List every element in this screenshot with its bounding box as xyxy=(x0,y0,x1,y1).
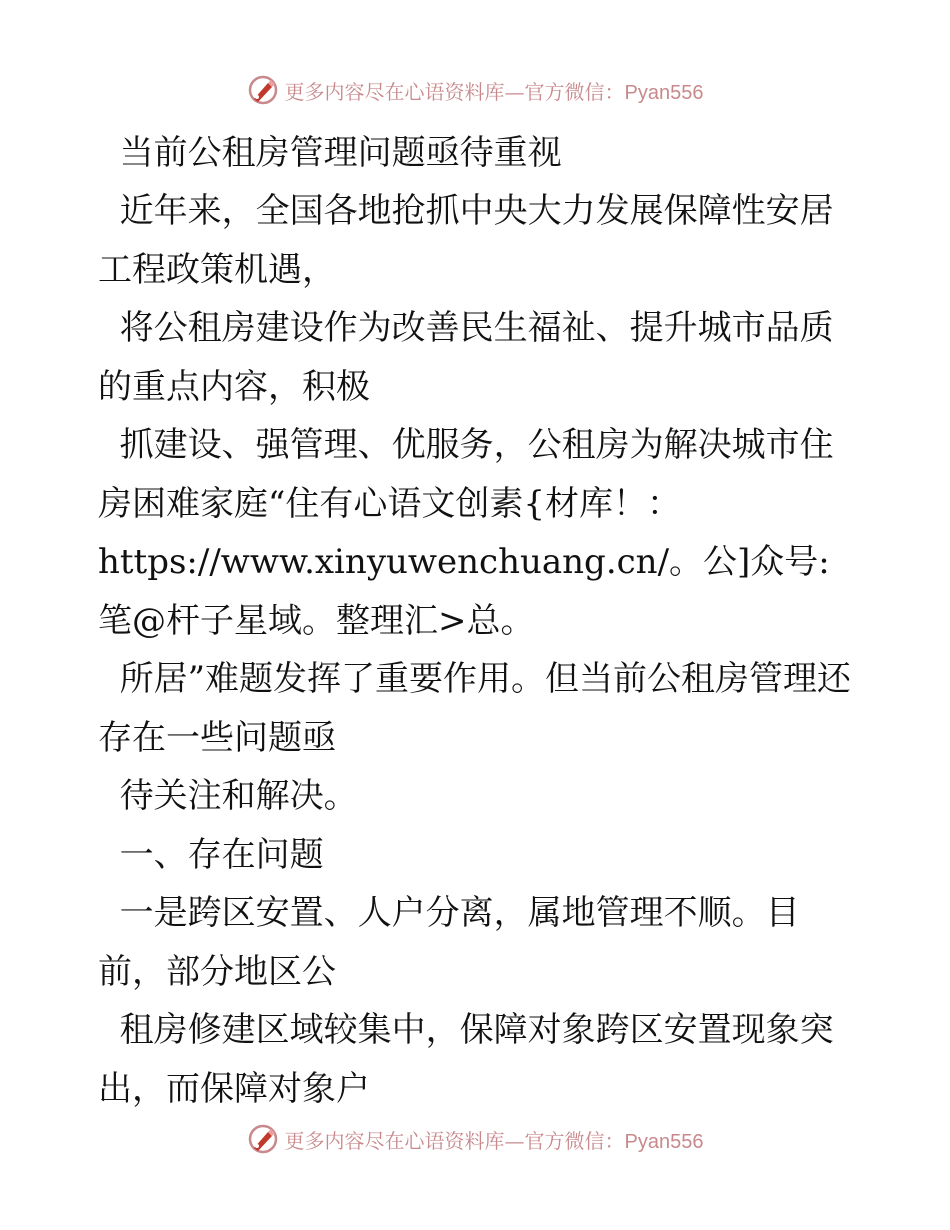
paragraph: 待关注和解决。 xyxy=(98,776,358,817)
wechat-id: Pyan556 xyxy=(624,81,704,104)
paragraph: 租房修建区域较集中，保障对象跨区安置现象突出，而保障对象户 xyxy=(98,1010,834,1109)
document-body xyxy=(98,124,858,1118)
paragraph: 所居”难题发挥了重要作用。但当前公租房管理还存在一些问题亟 xyxy=(98,659,852,758)
banner-text: 更多内容尽在心语资料库—官方微信：Pyan556 xyxy=(284,79,704,104)
header-banner xyxy=(0,70,950,110)
pen-logo-icon xyxy=(247,74,279,106)
paragraph-title: 当前公租房管理问题亟待重视 xyxy=(98,133,562,173)
pen-logo-icon xyxy=(247,1123,279,1155)
banner-text: 更多内容尽在心语资料库—官方微信：Pyan556 xyxy=(284,1128,704,1153)
paragraph: 将公租房建设作为改善民生福祉、提升城市品质的重点内容，积极 xyxy=(98,308,834,407)
footer-banner xyxy=(0,1119,950,1159)
section-heading: 一、存在问题 xyxy=(98,834,324,875)
paragraph: 抓建设、强管理、优服务，公租房为解决城市住房困难家庭“住有心语文创素{材库！：https://www.xinyuwenchuang.cn/。公]众号: 笔@杆子星域。整理汇>总。 xyxy=(98,425,841,641)
paragraph: 近年来，全国各地抢抓中央大力发展保障性安居工程政策机遇， xyxy=(98,191,834,290)
wechat-id: Pyan556 xyxy=(624,1130,704,1153)
paragraph: 一是跨区安置、人户分离，属地管理不顺。目前，部分地区公 xyxy=(98,893,800,992)
